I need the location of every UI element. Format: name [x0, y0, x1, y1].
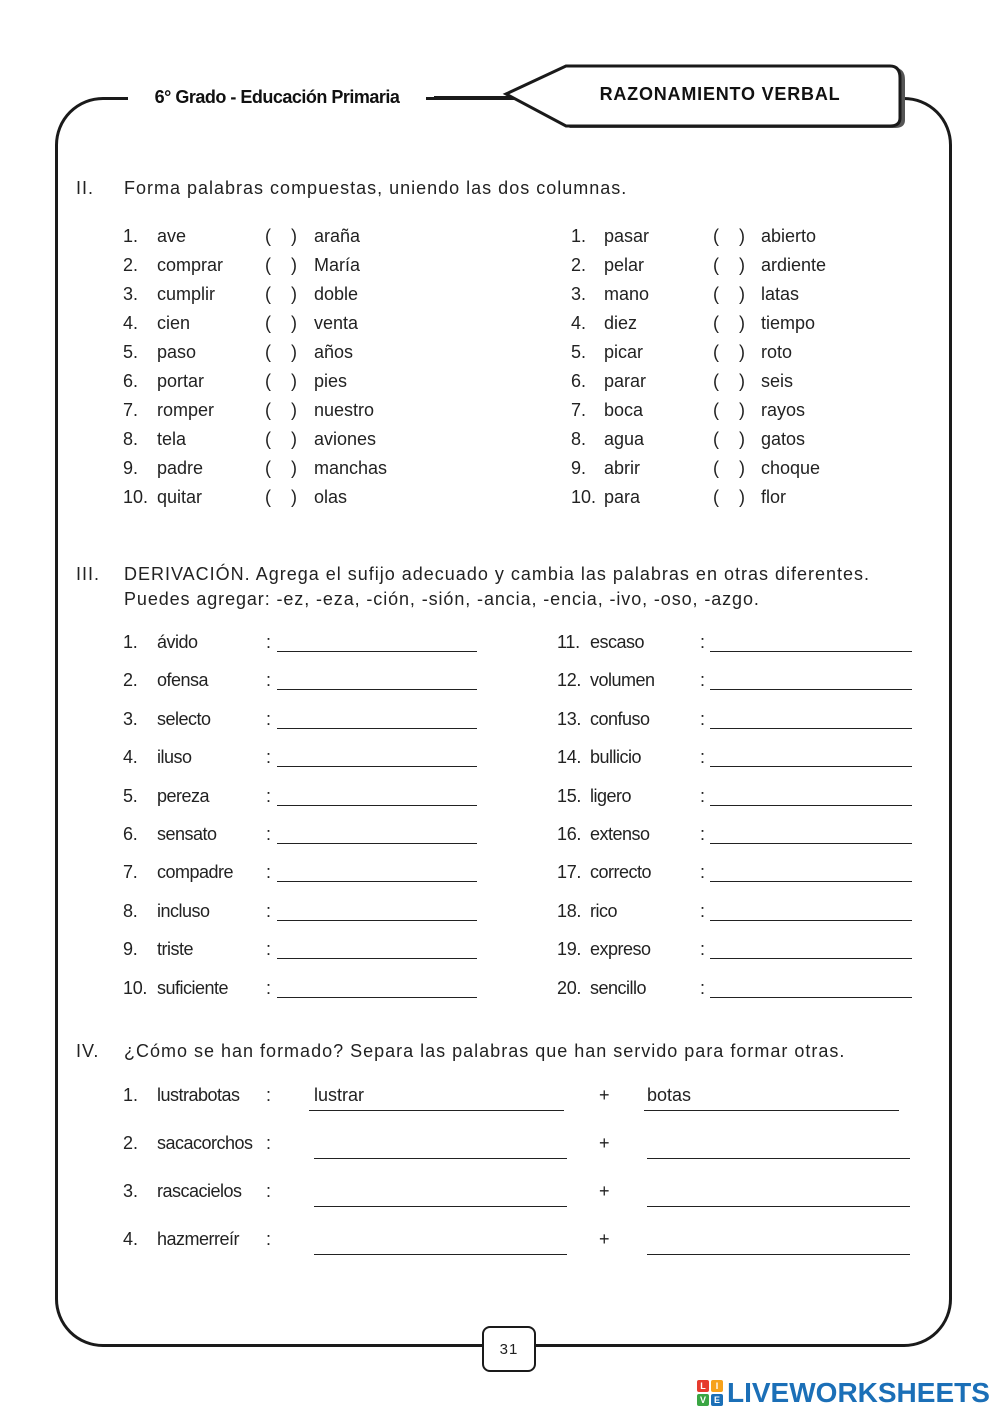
- item-number: 20.: [557, 977, 582, 998]
- item-colon: :: [266, 977, 272, 998]
- page-number: 31: [482, 1326, 536, 1372]
- answer-line[interactable]: [277, 805, 477, 806]
- item-word: expreso: [590, 939, 651, 960]
- item-number: 9.: [571, 458, 587, 478]
- item-colon: :: [266, 939, 272, 960]
- item-number: 19.: [557, 939, 582, 960]
- answer-line[interactable]: [647, 1206, 910, 1207]
- answer-line[interactable]: [277, 689, 477, 690]
- item-word: padre: [157, 458, 204, 478]
- item-word: confuso: [590, 708, 650, 729]
- match-word: flor: [761, 487, 787, 507]
- item-word: abrir: [604, 458, 641, 478]
- item-word: sencillo: [590, 977, 647, 998]
- item-colon: :: [700, 708, 706, 729]
- match-word: abierto: [761, 226, 817, 246]
- answer-parentheses[interactable]: ( ): [265, 313, 297, 333]
- item-colon: :: [700, 670, 706, 691]
- item-colon: :: [266, 785, 272, 806]
- item-word: escaso: [590, 632, 645, 652]
- item-word: sensato: [157, 824, 217, 844]
- answer-line[interactable]: [277, 843, 477, 844]
- answer-line[interactable]: [277, 651, 477, 652]
- answer-parentheses[interactable]: ( ): [713, 400, 745, 420]
- item-number: 4.: [571, 313, 587, 333]
- item-number: 1.: [123, 632, 138, 652]
- item-word: suficiente: [157, 977, 229, 998]
- item-word: quitar: [157, 487, 203, 507]
- plus-sign: +: [599, 1229, 610, 1249]
- item-number: 15.: [557, 785, 582, 806]
- answer-parentheses[interactable]: ( ): [713, 487, 745, 507]
- match-word: tiempo: [761, 313, 816, 333]
- answer-part1[interactable]: lustrar: [314, 1085, 365, 1105]
- section-4-number: IV.: [76, 1041, 100, 1061]
- item-colon: :: [700, 977, 706, 998]
- item-word: rico: [590, 900, 618, 921]
- answer-parentheses[interactable]: ( ): [265, 284, 297, 304]
- answer-parentheses[interactable]: ( ): [265, 487, 297, 507]
- item-colon: :: [700, 632, 706, 652]
- brand-icon: [697, 1380, 723, 1406]
- brand-icon-tile: L: [697, 1380, 709, 1392]
- answer-line[interactable]: [710, 997, 912, 998]
- item-word: correcto: [590, 862, 652, 883]
- match-word: aviones: [314, 429, 377, 449]
- match-word: gatos: [761, 429, 806, 449]
- item-number: 7.: [123, 862, 138, 883]
- answer-parentheses[interactable]: ( ): [265, 255, 297, 275]
- item-number: 3.: [123, 708, 138, 729]
- item-number: 8.: [123, 900, 138, 921]
- item-colon: :: [266, 1085, 272, 1105]
- item-word: selecto: [157, 708, 211, 729]
- item-number: 5.: [123, 785, 138, 806]
- section-4-instruction: ¿Cómo se han formado? Separa las palabras que han servido para formar otras.: [124, 1041, 846, 1061]
- section-3-title: [76, 564, 870, 585]
- section-2-instruction: Forma palabras compuestas, uniendo las dos columnas.: [124, 178, 628, 198]
- item-colon: :: [700, 785, 706, 806]
- subject-title: RAZONAMIENTO VERBAL: [599, 84, 841, 104]
- item-word: portar: [157, 371, 205, 391]
- section-2-title: [76, 178, 627, 199]
- item-word: agua: [604, 429, 645, 449]
- answer-parentheses[interactable]: ( ): [713, 429, 745, 449]
- item-word: triste: [157, 939, 194, 960]
- item-number: 9.: [123, 939, 138, 960]
- item-word: romper: [157, 400, 215, 420]
- item-word: lustrabotas: [157, 1085, 240, 1105]
- answer-parentheses[interactable]: ( ): [713, 284, 745, 304]
- item-word: cumplir: [157, 284, 216, 304]
- match-word: doble: [314, 284, 359, 304]
- brand-icon-tile: I: [711, 1380, 723, 1392]
- answer-line[interactable]: [710, 766, 912, 767]
- item-number: 6.: [123, 371, 139, 391]
- item-word: pereza: [157, 785, 210, 806]
- item-number: 3.: [123, 284, 139, 304]
- match-word: araña: [314, 226, 361, 246]
- match-word: olas: [314, 487, 348, 507]
- item-number: 10.: [123, 487, 149, 507]
- match-word: ardiente: [761, 255, 827, 275]
- answer-line[interactable]: [277, 728, 477, 729]
- answer-line[interactable]: [314, 1254, 567, 1255]
- item-word: iluso: [157, 747, 192, 768]
- item-colon: :: [700, 824, 706, 844]
- item-word: paso: [157, 342, 197, 362]
- item-word: para: [604, 487, 641, 507]
- item-number: 16.: [557, 824, 582, 844]
- item-number: 7.: [123, 400, 139, 420]
- item-word: ligero: [590, 785, 632, 806]
- item-number: 3.: [571, 284, 587, 304]
- answer-parentheses[interactable]: ( ): [265, 400, 297, 420]
- item-word: incluso: [157, 900, 210, 921]
- match-word: manchas: [314, 458, 388, 478]
- item-number: 1.: [123, 1085, 139, 1105]
- item-colon: :: [266, 708, 272, 729]
- item-number: 3.: [123, 1181, 139, 1201]
- match-word: años: [314, 342, 354, 362]
- answer-parentheses[interactable]: ( ): [713, 313, 745, 333]
- item-word: comprar: [157, 255, 224, 275]
- item-word: ave: [157, 226, 187, 246]
- answer-line[interactable]: [277, 958, 477, 959]
- item-number: 4.: [123, 747, 138, 768]
- section-4-title: [76, 1041, 845, 1062]
- item-number: 1.: [571, 226, 587, 246]
- item-colon: :: [266, 900, 272, 921]
- answer-line[interactable]: [710, 728, 912, 729]
- item-word: pelar: [604, 255, 645, 275]
- brand-text: LIVEWORKSHEETS: [727, 1377, 990, 1408]
- item-word: parar: [604, 371, 647, 391]
- item-word: bullicio: [590, 747, 642, 768]
- answer-parentheses[interactable]: ( ): [265, 458, 297, 478]
- answer-line[interactable]: [277, 766, 477, 767]
- answer-line[interactable]: [277, 997, 477, 998]
- match-word: nuestro: [314, 400, 375, 420]
- answer-line[interactable]: [710, 881, 912, 882]
- answer-parentheses[interactable]: ( ): [265, 371, 297, 391]
- answer-parentheses[interactable]: ( ): [713, 458, 745, 478]
- plus-sign: +: [599, 1181, 610, 1201]
- item-word: pasar: [604, 226, 650, 246]
- item-word: cien: [157, 313, 191, 333]
- item-number: 2.: [123, 255, 139, 275]
- match-word: latas: [761, 284, 800, 304]
- match-word: pies: [314, 371, 348, 391]
- item-number: 4.: [123, 1229, 139, 1249]
- answer-line[interactable]: [647, 1158, 910, 1159]
- answer-line[interactable]: [710, 920, 912, 921]
- answer-line[interactable]: [277, 881, 477, 882]
- item-number: 10.: [571, 487, 597, 507]
- plus-sign: +: [599, 1085, 610, 1105]
- item-number: 7.: [571, 400, 587, 420]
- item-number: 10.: [123, 977, 148, 998]
- item-number: 1.: [123, 226, 139, 246]
- item-colon: :: [266, 1229, 272, 1249]
- plus-sign: +: [599, 1133, 610, 1153]
- answer-parentheses[interactable]: ( ): [265, 429, 297, 449]
- answer-line[interactable]: [710, 689, 912, 690]
- match-word: venta: [314, 313, 359, 333]
- brand-logo: [697, 1376, 990, 1410]
- answer-parentheses[interactable]: ( ): [265, 342, 297, 362]
- section-2-number: II.: [76, 178, 95, 198]
- item-colon: :: [700, 747, 706, 768]
- match-word: seis: [761, 371, 794, 391]
- item-word: rascacielos: [157, 1181, 242, 1201]
- item-word: tela: [157, 429, 187, 449]
- item-number: 2.: [123, 670, 138, 691]
- item-colon: :: [266, 670, 272, 691]
- item-number: 18.: [557, 900, 582, 921]
- answer-line[interactable]: [647, 1254, 910, 1255]
- item-colon: :: [266, 632, 272, 652]
- item-colon: :: [266, 747, 272, 768]
- section-3-suffixes: Puedes agregar: -ez, -eza, -ción, -sión, -ancia, -encia, -ivo, -oso, -azgo.: [124, 589, 760, 609]
- brand-icon-tile: V: [697, 1394, 709, 1406]
- item-number: 13.: [557, 708, 582, 729]
- item-word: ávido: [157, 632, 198, 652]
- answer-line[interactable]: [710, 958, 912, 959]
- item-number: 2.: [123, 1133, 139, 1153]
- answer-parentheses[interactable]: ( ): [713, 371, 745, 391]
- item-word: volumen: [590, 670, 655, 691]
- item-word: mano: [604, 284, 650, 304]
- item-word: sacacorchos: [157, 1133, 253, 1153]
- item-number: 14.: [557, 747, 582, 768]
- answer-part2[interactable]: botas: [647, 1085, 692, 1105]
- answer-line[interactable]: [644, 1110, 899, 1111]
- match-word: roto: [761, 342, 793, 362]
- answer-line[interactable]: [710, 651, 912, 652]
- brand-icon-tile: E: [711, 1394, 723, 1406]
- answer-parentheses[interactable]: ( ): [713, 255, 745, 275]
- item-number: 6.: [123, 824, 138, 844]
- match-word: María: [314, 255, 361, 275]
- item-number: 9.: [123, 458, 139, 478]
- match-word: choque: [761, 458, 821, 478]
- answer-parentheses[interactable]: ( ): [265, 226, 297, 246]
- section-3-instruction: DERIVACIÓN. Agrega el sufijo adecuado y cambia las palabras en otras diferentes.: [124, 564, 871, 584]
- item-colon: :: [700, 900, 706, 921]
- item-word: picar: [604, 342, 644, 362]
- answer-parentheses[interactable]: ( ): [713, 342, 745, 362]
- item-number: 8.: [123, 429, 139, 449]
- item-colon: :: [266, 862, 272, 883]
- item-word: ofensa: [157, 670, 209, 691]
- item-number: 4.: [123, 313, 139, 333]
- grade-label: 6° Grado - Educación Primaria: [128, 82, 426, 112]
- answer-parentheses[interactable]: ( ): [713, 226, 745, 246]
- item-number: 8.: [571, 429, 587, 449]
- item-word: hazmerreír: [157, 1229, 240, 1249]
- answer-line[interactable]: [277, 920, 477, 921]
- match-word: rayos: [761, 400, 806, 420]
- item-word: compadre: [157, 862, 234, 883]
- section-3-number: III.: [76, 564, 101, 584]
- item-word: diez: [604, 313, 638, 333]
- answer-line[interactable]: [314, 1206, 567, 1207]
- answer-line[interactable]: [710, 843, 912, 844]
- answer-line[interactable]: [314, 1158, 567, 1159]
- item-word: boca: [604, 400, 644, 420]
- item-number: 5.: [571, 342, 587, 362]
- item-number: 11.: [557, 632, 580, 652]
- item-number: 12.: [557, 670, 582, 691]
- item-colon: :: [700, 939, 706, 960]
- item-colon: :: [266, 1133, 272, 1153]
- item-number: 17.: [557, 862, 582, 883]
- item-colon: :: [266, 824, 272, 844]
- answer-line[interactable]: [710, 805, 912, 806]
- item-colon: :: [266, 1181, 272, 1201]
- item-number: 6.: [571, 371, 587, 391]
- item-number: 2.: [571, 255, 587, 275]
- item-colon: :: [700, 862, 706, 883]
- item-word: extenso: [590, 824, 650, 844]
- answer-line[interactable]: [309, 1110, 564, 1111]
- item-number: 5.: [123, 342, 139, 362]
